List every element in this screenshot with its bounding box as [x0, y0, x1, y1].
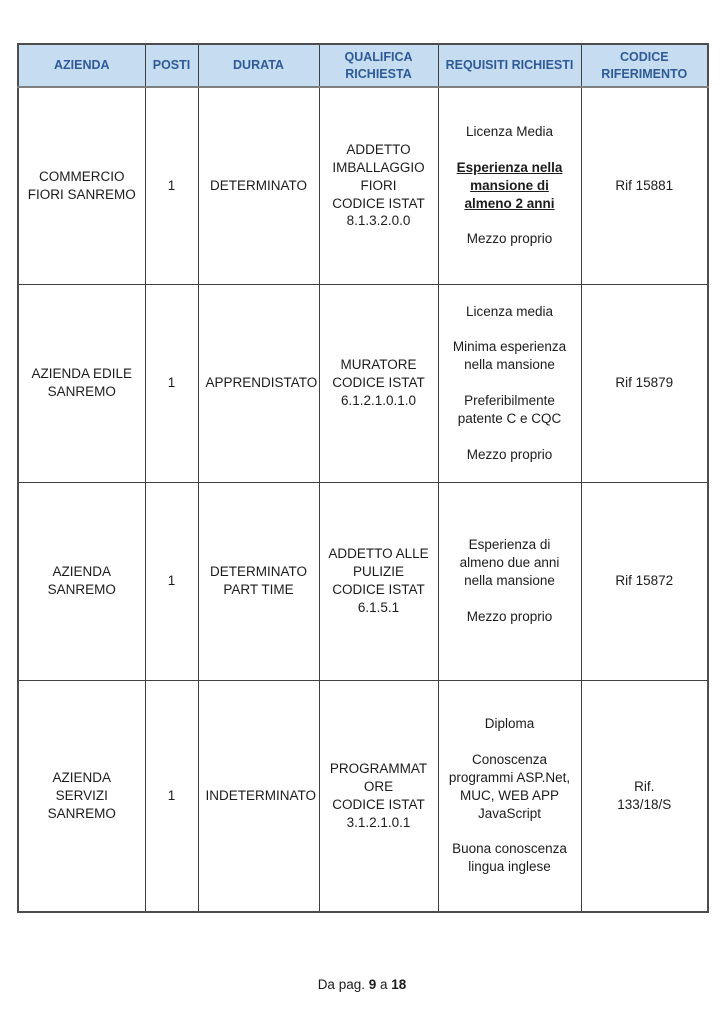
column-header-posti: POSTI	[145, 44, 198, 87]
requisito-paragraph: Buona conoscenza lingua inglese	[452, 841, 567, 875]
column-header-azienda: AZIENDA	[18, 44, 145, 87]
requisito-paragraph: Minima esperienza nella mansione	[452, 339, 567, 373]
requisito-paragraph: Mezzo proprio	[466, 231, 553, 247]
posti-cell: 1	[145, 680, 198, 912]
qualifica-cell	[319, 680, 438, 912]
requisito-paragraph: Licenza media	[465, 303, 554, 319]
posti-cell: 1	[145, 284, 198, 482]
header-row	[18, 44, 708, 87]
qualifica-cell	[319, 482, 438, 680]
qualifica-line: MURATORE	[340, 357, 417, 373]
azienda-cell: AZIENDA EDILE SANREMO	[18, 284, 145, 482]
durata-cell: APPRENDISTATO	[198, 284, 319, 482]
qualifica-line: PROGRAMMATORE	[329, 761, 428, 794]
codice-line: 133/18/S	[617, 796, 672, 812]
codice-cell	[581, 87, 708, 284]
table-row	[18, 284, 708, 482]
job-offers-table	[17, 43, 709, 913]
requisiti-cell	[438, 87, 581, 284]
qualifica-line: 3.1.2.1.0.1	[346, 814, 411, 830]
requisito-paragraph: Mezzo proprio	[466, 446, 553, 462]
requisiti-cell	[438, 284, 581, 482]
footer-prefix: Da pag.	[317, 977, 369, 992]
requisito-paragraph: Diploma	[484, 716, 535, 732]
requisito-paragraph: Licenza Media	[465, 124, 554, 140]
qualifica-cell	[319, 284, 438, 482]
qualifica-line: ADDETTO IMBALLAGGIO FIORI	[332, 142, 425, 193]
page-range-footer	[0, 977, 724, 992]
table-row	[18, 482, 708, 680]
qualifica-cell	[319, 87, 438, 284]
codice-cell	[581, 680, 708, 912]
qualifica-line: CODICE ISTAT	[332, 796, 425, 812]
codice-line: Rif.	[634, 778, 655, 794]
azienda-cell: AZIENDA SERVIZI SANREMO	[18, 680, 145, 912]
requisito-paragraph: Preferibilmente patente C e CQC	[457, 393, 562, 426]
codice-line: Rif 15881	[615, 177, 674, 193]
azienda-cell: AZIENDA SANREMO	[18, 482, 145, 680]
qualifica-line: CODICE ISTAT	[332, 582, 425, 597]
column-header-durata: DURATA	[198, 44, 319, 87]
durata-cell: DETERMINATO	[198, 87, 319, 284]
qualifica-line: 6.1.5.1	[357, 599, 400, 615]
durata-cell: DETERMINATO PART TIME	[198, 482, 319, 680]
durata-cell: INDETERMINATO	[198, 680, 319, 912]
azienda-cell: COMMERCIO FIORI SANREMO	[18, 87, 145, 284]
column-header-qualifica: QUALIFICA RICHIESTA	[319, 44, 438, 87]
table-row	[18, 87, 708, 284]
table-header	[18, 44, 708, 87]
requisito-paragraph: Mezzo proprio	[466, 608, 553, 624]
qualifica-line: 6.1.2.1.0.1.0	[340, 392, 417, 408]
requisito-paragraph: Esperienza nella mansione di almeno 2 anni	[456, 160, 563, 211]
footer-separator: a	[376, 977, 392, 992]
requisito-paragraph: Esperienza di almeno due anni nella mansione	[459, 537, 560, 588]
qualifica-line: ADDETTO ALLE PULIZIE	[328, 546, 429, 580]
requisiti-cell	[438, 482, 581, 680]
qualifica-line: CODICE ISTAT	[332, 195, 425, 211]
posti-cell: 1	[145, 482, 198, 680]
column-header-requisiti: REQUISITI RICHIESTI	[438, 44, 581, 87]
posti-cell: 1	[145, 87, 198, 284]
table-row	[18, 680, 708, 912]
requisiti-cell	[438, 680, 581, 912]
footer-page-to: 18	[391, 977, 407, 992]
qualifica-line: 8.1.3.2.0.0	[346, 213, 411, 229]
column-header-codice: CODICE RIFERIMENTO	[581, 44, 708, 87]
codice-line: Rif 15872	[615, 573, 674, 589]
codice-cell	[581, 284, 708, 482]
codice-cell	[581, 482, 708, 680]
codice-line: Rif 15879	[615, 375, 674, 391]
footer-page-from: 9	[368, 977, 377, 992]
requisito-paragraph: Conoscenza programmi ASP.Net, MUC, WEB APP JavaScript	[448, 752, 571, 821]
table-body	[18, 87, 708, 912]
qualifica-line: CODICE ISTAT	[332, 375, 425, 391]
